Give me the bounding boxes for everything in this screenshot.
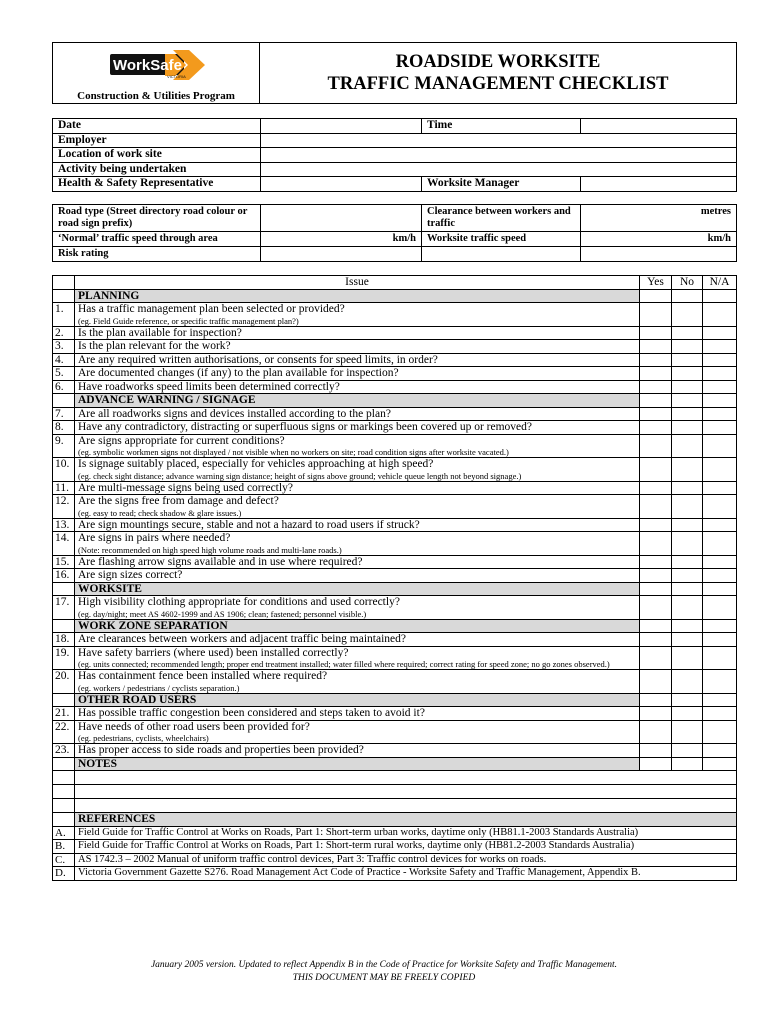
metres-unit: metres <box>700 206 731 217</box>
section-heading: PLANNING <box>75 289 640 303</box>
checklist-item <box>75 518 640 532</box>
item-example: (eg. easy to read; check shadow & glare issues.) <box>78 507 242 518</box>
item-number: 15. <box>53 555 75 569</box>
item-question: Are the signs free from damage and defect? <box>78 495 279 507</box>
reference-letter: C. <box>53 853 75 867</box>
yes-header: Yes <box>640 276 672 290</box>
no-checkbox[interactable] <box>672 340 703 354</box>
na-checkbox[interactable] <box>703 458 737 482</box>
na-checkbox[interactable] <box>703 555 737 569</box>
no-checkbox[interactable] <box>672 555 703 569</box>
na-checkbox[interactable] <box>703 407 737 421</box>
item-question: Are any required written authorisations, or consents for speed limits, in order? <box>78 353 438 366</box>
checklist-item <box>75 532 640 556</box>
item-question: Are documented changes (if any) to the plan available for inspection? <box>78 367 399 379</box>
notes-line[interactable] <box>75 785 737 799</box>
blank-cell <box>53 693 75 707</box>
no-checkbox[interactable] <box>672 495 703 519</box>
item-example: (eg. check sight distance; advance warning sign distance; height of signs above ground; vehicle queue length not beyond signage.) <box>78 470 522 481</box>
section-heading: OTHER ROAD USERS <box>75 693 640 707</box>
item-number: 2. <box>53 326 75 340</box>
section-heading: WORKSITE <box>75 582 640 596</box>
item-number: 8. <box>53 421 75 435</box>
na-checkbox[interactable] <box>703 303 737 327</box>
item-question: Have roadworks speed limits been determined correctly? <box>78 380 340 393</box>
item-number: 11. <box>53 481 75 495</box>
time-field[interactable] <box>581 119 737 134</box>
item-question: Are clearances between workers and adjacent traffic being maintained? <box>78 633 407 645</box>
yes-checkbox[interactable] <box>640 458 672 482</box>
blank-cell <box>53 394 75 408</box>
section-heading: WORK ZONE SEPARATION <box>75 619 640 633</box>
blank-cell <box>422 247 581 262</box>
hsr-label: Health & Safety Representative <box>53 177 261 192</box>
no-checkbox[interactable] <box>672 458 703 482</box>
item-question: Are sign sizes correct? <box>78 569 183 581</box>
no-checkbox[interactable] <box>672 407 703 421</box>
blank-cell <box>581 247 737 262</box>
item-number: 21. <box>53 707 75 721</box>
time-label: Time <box>422 119 581 134</box>
manager-label: Worksite Manager <box>422 177 581 192</box>
no-checkbox[interactable] <box>672 720 703 744</box>
copy-note: THIS DOCUMENT MAY BE FREELY COPIED <box>292 973 476 983</box>
blank-cell <box>53 619 75 633</box>
item-number: 19. <box>53 646 75 670</box>
checklist-item <box>75 353 640 367</box>
item-number: 14. <box>53 532 75 556</box>
checklist-item <box>75 380 640 394</box>
checklist-item <box>75 495 640 519</box>
yes-checkbox[interactable] <box>640 481 672 495</box>
checklist-item <box>75 569 640 583</box>
na-checkbox[interactable] <box>703 434 737 458</box>
na-checkbox[interactable] <box>703 481 737 495</box>
yes-checkbox[interactable] <box>640 434 672 458</box>
yes-checkbox[interactable] <box>640 421 672 435</box>
yes-checkbox[interactable] <box>640 518 672 532</box>
na-checkbox[interactable] <box>703 596 737 620</box>
na-checkbox[interactable] <box>703 380 737 394</box>
na-checkbox[interactable] <box>703 367 737 381</box>
item-number: 10. <box>53 458 75 482</box>
item-example: (eg. symbolic workmen signs not displayed / not visible when no workers on site; road condition signs after worksite vacated.) <box>78 447 509 457</box>
yes-checkbox[interactable] <box>640 744 672 758</box>
references-heading: REFERENCES <box>75 813 737 827</box>
yes-checkbox[interactable] <box>640 495 672 519</box>
checklist-item <box>75 326 640 340</box>
item-number: 16. <box>53 569 75 583</box>
item-question: Are flashing arrow signs available and in use where required? <box>78 555 363 568</box>
logo-cell <box>53 43 260 104</box>
section-heading: NOTES <box>75 757 640 771</box>
checklist-item <box>75 421 640 435</box>
yes-checkbox[interactable] <box>640 326 672 340</box>
activity-field[interactable] <box>261 162 737 177</box>
item-question: Have safety barriers (where used) been installed correctly? <box>78 646 349 659</box>
checklist-item <box>75 596 640 620</box>
checklist-item <box>75 670 640 694</box>
item-question: Have needs of other road users been provided for? <box>78 720 310 733</box>
checklist-item <box>75 720 640 744</box>
na-checkbox[interactable] <box>703 633 737 647</box>
na-checkbox[interactable] <box>703 353 737 367</box>
item-question: Has a traffic management plan been selected or provided? <box>78 303 345 315</box>
yes-checkbox[interactable] <box>640 555 672 569</box>
no-checkbox[interactable] <box>672 434 703 458</box>
item-number: 22. <box>53 720 75 744</box>
manager-field[interactable] <box>581 177 737 192</box>
no-checkbox[interactable] <box>672 326 703 340</box>
worksite-speed-field[interactable] <box>581 232 737 247</box>
item-number: 13. <box>53 518 75 532</box>
reference-text: Field Guide for Traffic Control at Works on Roads, Part 1: Short-term urban works, daytime only (HB81.1-2003 Standards Australia) <box>75 826 737 840</box>
reference-text: Victoria Government Gazette S276. Road Management Act Code of Practice - Worksite Safety and Traffic Management, Appendix B. <box>75 867 737 881</box>
yes-checkbox[interactable] <box>640 340 672 354</box>
checklist-item <box>75 340 640 354</box>
item-question: Has containment fence been installed where required? <box>78 670 328 682</box>
item-question: Is the plan available for inspection? <box>78 326 242 339</box>
item-example: (eg. Field Guide reference, or specific traffic management plan?) <box>78 315 299 326</box>
na-checkbox[interactable] <box>703 707 737 721</box>
item-question: Are signs appropriate for current conditions? <box>78 434 285 447</box>
item-number: 4. <box>53 353 75 367</box>
checklist-item <box>75 434 640 458</box>
reference-letter: B. <box>53 840 75 854</box>
item-question: Are multi-message signs being used correctly? <box>78 481 293 494</box>
logo-text: WorkSafe <box>113 57 182 74</box>
road-info-table <box>52 204 737 262</box>
item-number: 12. <box>53 495 75 519</box>
no-checkbox[interactable] <box>672 707 703 721</box>
program-name: Construction & Utilities Program <box>77 90 235 102</box>
item-example: (eg. units connected; recommended length; proper end treatment installed; water filled where required; correct rating for speed zone; no go zones observed.) <box>78 659 610 669</box>
title-line-2: TRAFFIC MANAGEMENT CHECKLIST <box>327 74 669 94</box>
checklist-table <box>52 275 737 881</box>
logo-sub: VICTORIA <box>167 74 186 79</box>
item-number: 17. <box>53 596 75 620</box>
employer-field[interactable] <box>261 133 737 148</box>
item-example: (Note: recommended on high speed high volume roads and multi-lane roads.) <box>78 544 342 555</box>
item-question: Is the plan relevant for the work? <box>78 340 231 352</box>
location-label: Location of work site <box>53 148 261 163</box>
item-number: 6. <box>53 380 75 394</box>
checklist-item <box>75 707 640 721</box>
item-number: 23. <box>53 744 75 758</box>
no-checkbox[interactable] <box>672 518 703 532</box>
item-number: 20. <box>53 670 75 694</box>
no-checkbox[interactable] <box>672 367 703 381</box>
yes-checkbox[interactable] <box>640 707 672 721</box>
na-header: N/A <box>703 276 737 290</box>
yes-checkbox[interactable] <box>640 670 672 694</box>
notes-line[interactable] <box>75 771 737 785</box>
location-field[interactable] <box>261 148 737 163</box>
item-question: Are sign mountings secure, stable and not a hazard to road users if struck? <box>78 518 420 531</box>
na-checkbox[interactable] <box>703 421 737 435</box>
item-number: 18. <box>53 633 75 647</box>
notes-line[interactable] <box>75 799 737 813</box>
item-question: Have any contradictory, distracting or superfluous signs or markings been covered up or removed? <box>78 421 533 433</box>
no-checkbox[interactable] <box>672 569 703 583</box>
no-checkbox[interactable] <box>672 380 703 394</box>
reference-text: Field Guide for Traffic Control at Works on Roads, Part 1: Short-term rural works, daytime only (HB81.2-2003 Standards Australia) <box>75 840 737 854</box>
item-number: 1. <box>53 303 75 327</box>
no-checkbox[interactable] <box>672 633 703 647</box>
item-example: (eg. pedestrians, cyclists, wheelchairs) <box>78 733 209 743</box>
na-checkbox[interactable] <box>703 646 737 670</box>
clearance-field[interactable] <box>581 205 737 232</box>
no-checkbox[interactable] <box>672 744 703 758</box>
no-checkbox[interactable] <box>672 532 703 556</box>
road-type-field[interactable] <box>261 205 422 232</box>
reference-letter: A. <box>53 826 75 840</box>
na-checkbox[interactable] <box>703 720 737 744</box>
yes-checkbox[interactable] <box>640 407 672 421</box>
item-example: (eg. day/night; meet AS 4602-1999 and AS 1906; clean; fastened; personnel visible.) <box>78 608 367 619</box>
item-number: 5. <box>53 367 75 381</box>
yes-checkbox[interactable] <box>640 720 672 744</box>
checklist-item <box>75 303 640 327</box>
na-checkbox[interactable] <box>703 495 737 519</box>
yes-checkbox[interactable] <box>640 569 672 583</box>
version-note: January 2005 version. Updated to reflect Appendix B in the Code of Practice for Worksite Safety and Traffic Management. <box>150 960 618 970</box>
yes-checkbox[interactable] <box>640 633 672 647</box>
kmh-unit: km/h <box>392 233 416 244</box>
issue-header: Issue <box>75 276 640 290</box>
yes-checkbox[interactable] <box>640 367 672 381</box>
hsr-field[interactable] <box>261 177 422 192</box>
item-question: Are all roadworks signs and devices installed according to the plan? <box>78 407 391 420</box>
na-checkbox[interactable] <box>703 518 737 532</box>
risk-label: Risk rating <box>53 247 261 262</box>
yes-checkbox[interactable] <box>640 596 672 620</box>
yes-checkbox[interactable] <box>640 646 672 670</box>
title-line-1: ROADSIDE WORKSITE <box>395 52 601 72</box>
item-question: Are signs in pairs where needed? <box>78 532 231 544</box>
na-checkbox[interactable] <box>703 569 737 583</box>
no-checkbox[interactable] <box>672 303 703 327</box>
normal-speed-field[interactable] <box>261 232 422 247</box>
yes-checkbox[interactable] <box>640 303 672 327</box>
blank-cell <box>53 289 75 303</box>
no-checkbox[interactable] <box>672 421 703 435</box>
item-example: (eg. workers / pedestrians / cyclists separation.) <box>78 682 240 693</box>
item-question: Has possible traffic congestion been considered and steps taken to avoid it? <box>78 707 425 719</box>
section-heading: ADVANCE WARNING / SIGNAGE <box>75 394 640 408</box>
page-title <box>260 43 737 104</box>
checklist-item <box>75 458 640 482</box>
yes-checkbox[interactable] <box>640 532 672 556</box>
kmh-unit: km/h <box>707 233 731 244</box>
date-field[interactable] <box>261 119 422 134</box>
employer-label: Employer <box>53 133 261 148</box>
worksite-speed-label: Worksite traffic speed <box>422 232 581 247</box>
reference-letter: D. <box>53 867 75 881</box>
header-box <box>52 42 737 104</box>
na-checkbox[interactable] <box>703 326 737 340</box>
checklist-item <box>75 646 640 670</box>
reference-text: AS 1742.3 – 2002 Manual of uniform traffic control devices, Part 3: Traffic control devices for works on roads. <box>75 853 737 867</box>
checklist-item <box>75 407 640 421</box>
checklist-item <box>75 367 640 381</box>
blank-cell <box>53 582 75 596</box>
activity-label: Activity being undertaken <box>53 162 261 177</box>
item-number: 7. <box>53 407 75 421</box>
item-number: 3. <box>53 340 75 354</box>
road-type-label: Road type (Street directory road colour or road sign prefix) <box>53 205 261 232</box>
no-checkbox[interactable] <box>672 670 703 694</box>
no-checkbox[interactable] <box>672 646 703 670</box>
no-header: No <box>672 276 703 290</box>
item-question: Is signage suitably placed, especially for vehicles approaching at high speed? <box>78 458 434 470</box>
no-checkbox[interactable] <box>672 596 703 620</box>
checklist-item <box>75 555 640 569</box>
na-checkbox[interactable] <box>703 532 737 556</box>
checklist-item <box>75 744 640 758</box>
blank-cell <box>53 757 75 771</box>
risk-field[interactable] <box>261 247 422 262</box>
na-checkbox[interactable] <box>703 670 737 694</box>
footer <box>0 959 768 985</box>
item-number: 9. <box>53 434 75 458</box>
clearance-label: Clearance between workers and traffic <box>422 205 581 232</box>
item-question: High visibility clothing appropriate for conditions and used correctly? <box>78 596 400 608</box>
worksafe-logo <box>109 49 206 81</box>
na-checkbox[interactable] <box>703 744 737 758</box>
yes-checkbox[interactable] <box>640 353 672 367</box>
site-info-table <box>52 118 737 192</box>
date-label: Date <box>53 119 261 134</box>
normal-speed-label: ‘Normal’ traffic speed through area <box>53 232 261 247</box>
no-checkbox[interactable] <box>672 481 703 495</box>
yes-checkbox[interactable] <box>640 380 672 394</box>
checklist-item <box>75 481 640 495</box>
no-checkbox[interactable] <box>672 353 703 367</box>
item-question: Has proper access to side roads and properties been provided? <box>78 744 364 756</box>
na-checkbox[interactable] <box>703 340 737 354</box>
checklist-item <box>75 633 640 647</box>
